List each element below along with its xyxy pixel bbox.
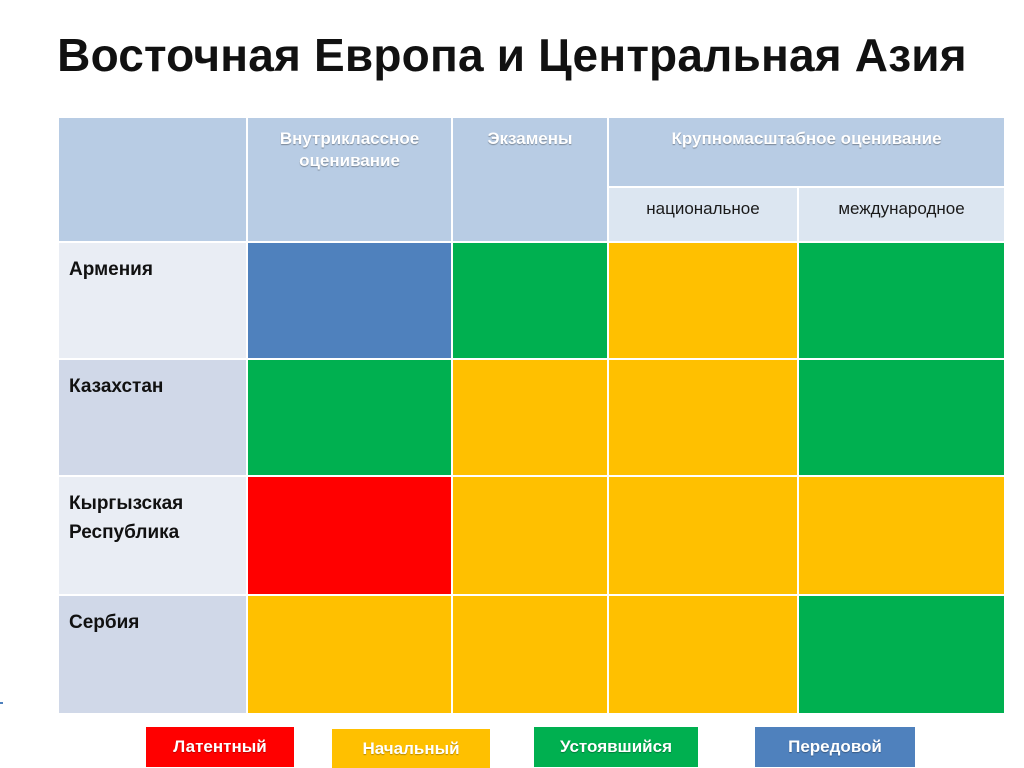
legend-initial: Начальный: [332, 729, 490, 768]
header-exams: Экзамены: [453, 118, 607, 241]
armenia-exams-cell: [453, 243, 607, 358]
serbia-exams-cell: [453, 596, 607, 713]
kazakhstan-exams-cell: [453, 360, 607, 475]
slide-title: Восточная Европа и Центральная Азия: [57, 29, 967, 81]
row-label-serbia: Сербия: [59, 596, 246, 713]
header-international: международное: [799, 188, 1004, 241]
header-large-scale: Крупномасштабное оценивание: [609, 118, 1004, 186]
kazakhstan-international-cell: [799, 360, 1004, 475]
header-classroom: Внутриклассное оценивание: [248, 118, 451, 241]
row-label-kyrgyz-republic: Кыргызская Республика: [59, 477, 246, 594]
serbia-international-cell: [799, 596, 1004, 713]
kyrgyz-international-cell: [799, 477, 1004, 594]
kazakhstan-national-cell: [609, 360, 797, 475]
legend-latent: Латентный: [146, 727, 294, 767]
serbia-national-cell: [609, 596, 797, 713]
armenia-national-cell: [609, 243, 797, 358]
armenia-classroom-cell: [248, 243, 451, 358]
row-label-armenia: Армения: [59, 243, 246, 358]
kazakhstan-classroom-cell: [248, 360, 451, 475]
row-label-kazakhstan: Казахстан: [59, 360, 246, 475]
serbia-classroom-cell: [248, 596, 451, 713]
kyrgyz-national-cell: [609, 477, 797, 594]
legend-established: Устоявшийся: [534, 727, 698, 767]
header-corner-cell: [59, 118, 246, 241]
kyrgyz-classroom-cell: [248, 477, 451, 594]
header-national: национальное: [609, 188, 797, 241]
assessment-table: [59, 118, 1000, 703]
legend-advanced: Передовой: [755, 727, 915, 767]
armenia-international-cell: [799, 243, 1004, 358]
kyrgyz-exams-cell: [453, 477, 607, 594]
edge-mark: [0, 702, 3, 704]
